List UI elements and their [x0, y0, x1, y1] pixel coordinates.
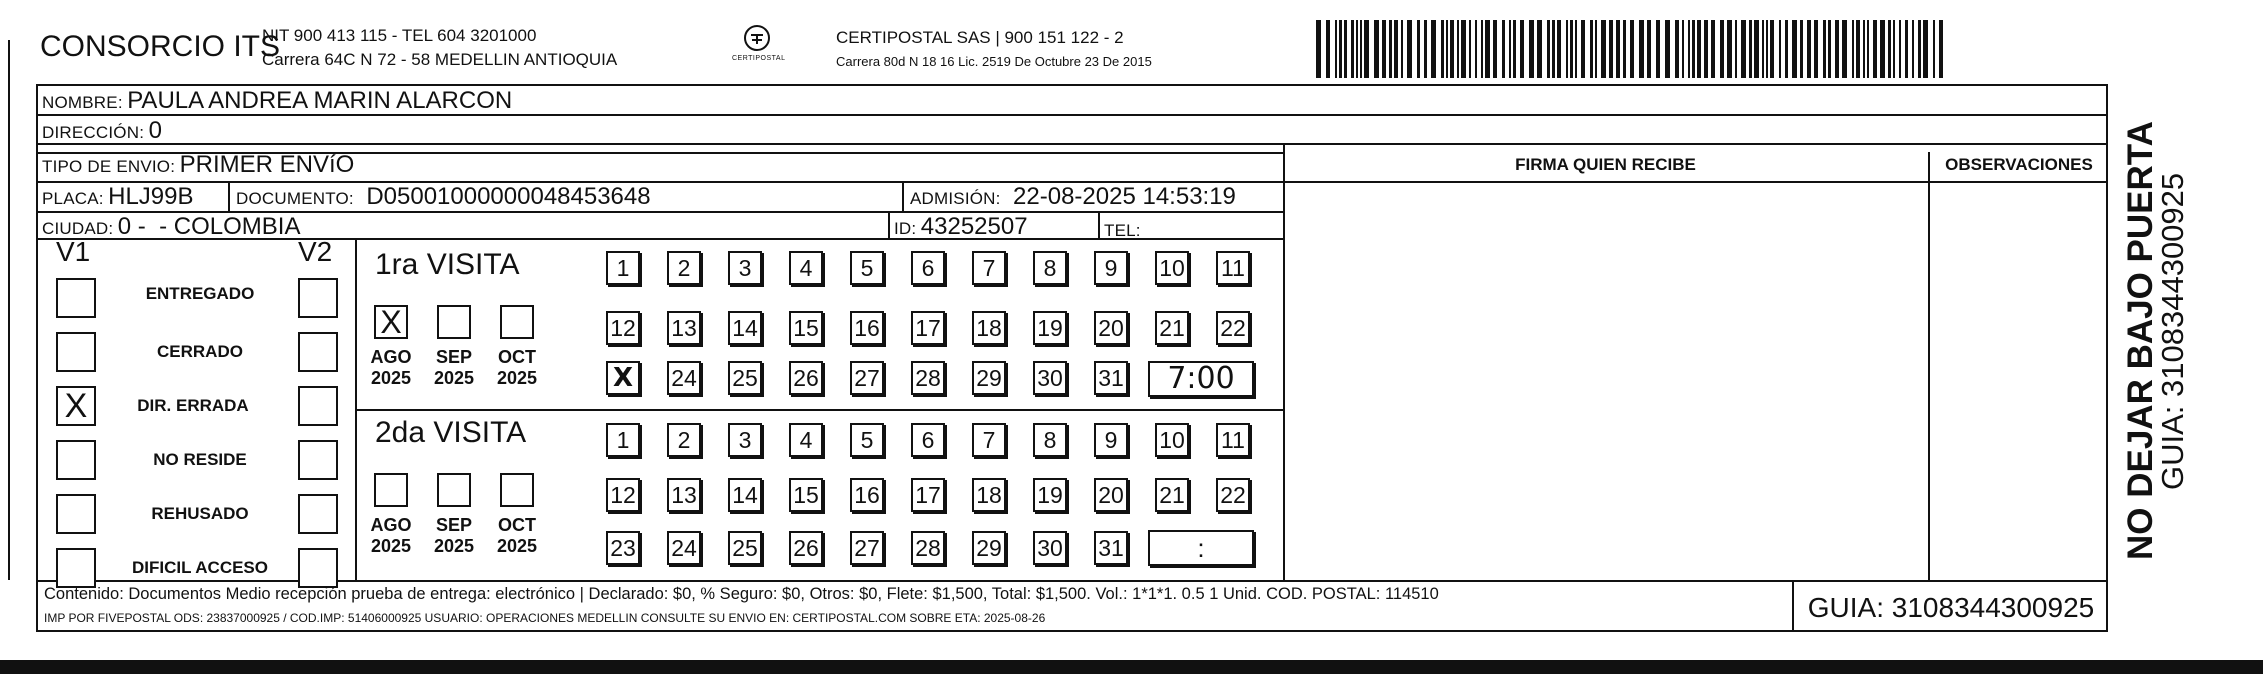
- first-visit-day[interactable]: 3: [728, 251, 762, 285]
- barcode-bar: [1389, 20, 1392, 78]
- month-year: 2025: [370, 368, 412, 388]
- barcode-bar: [1481, 20, 1483, 78]
- first-visit-day[interactable]: 5: [850, 251, 884, 285]
- month-name: OCT: [498, 347, 536, 367]
- col-line: [888, 211, 890, 238]
- edge-mark: [8, 40, 10, 580]
- barcode-bar: [1616, 20, 1620, 78]
- nombre-label: NOMBRE:: [42, 93, 123, 112]
- barcode-bar: [1424, 20, 1427, 78]
- barcode-bar: [1639, 20, 1644, 78]
- barcode-bar: [1704, 20, 1708, 78]
- first-visit-day[interactable]: 11: [1216, 251, 1250, 285]
- second-visit-day[interactable]: 24: [667, 531, 701, 565]
- month-checkbox[interactable]: [500, 473, 534, 507]
- barcode-bar: [1601, 20, 1606, 78]
- first-visit-day[interactable]: 8: [1033, 251, 1067, 285]
- second-visit-day[interactable]: 14: [728, 478, 762, 512]
- v2-checkbox[interactable]: [298, 386, 338, 426]
- second-visit-day[interactable]: 17: [911, 478, 945, 512]
- second-visit-day[interactable]: 27: [850, 531, 884, 565]
- barcode-bar: [1727, 20, 1732, 78]
- nombre-row: [42, 87, 512, 115]
- barcode-bar: [1665, 20, 1670, 78]
- barcode-bar: [1923, 20, 1928, 78]
- second-visit-day[interactable]: 30: [1033, 531, 1067, 565]
- v2-checkbox[interactable]: [298, 440, 338, 480]
- barcode-bar: [1867, 20, 1869, 78]
- first-visit-day[interactable]: 28: [911, 361, 945, 395]
- first-visit-day[interactable]: 15: [789, 311, 823, 345]
- second-visit-day[interactable]: 8: [1033, 423, 1067, 457]
- barcode-bar: [1441, 20, 1444, 78]
- month-year: 2025: [496, 536, 538, 556]
- barcode-bar: [1374, 20, 1379, 78]
- barcode-bar: [1899, 20, 1901, 78]
- second-visit-day[interactable]: 19: [1033, 478, 1067, 512]
- first-visit-day[interactable]: 13: [667, 311, 701, 345]
- barcode-bar: [1785, 20, 1788, 78]
- carrier-address: Carrera 80d N 18 16 Lic. 2519 De Octubre 23 De 2015: [836, 54, 1152, 69]
- first-visit-day[interactable]: 19: [1033, 311, 1067, 345]
- second-visit-day[interactable]: 9: [1094, 423, 1128, 457]
- first-visit-day[interactable]: 25: [728, 361, 762, 395]
- side-guia: GUIA: 3108344300925: [2155, 172, 2190, 490]
- second-visit-day[interactable]: 12: [606, 478, 640, 512]
- company-nit: NIT 900 413 115 - TEL 604 3201000: [262, 26, 537, 45]
- second-visit-time[interactable]: [1148, 530, 1254, 566]
- barcode-bar: [1382, 20, 1386, 78]
- barcode-bar: [1595, 20, 1597, 78]
- first-visit-day[interactable]: 17: [911, 311, 945, 345]
- barcode-bar: [1697, 20, 1701, 78]
- second-visit-day[interactable]: 11: [1216, 423, 1250, 457]
- second-visit-day[interactable]: 3: [728, 423, 762, 457]
- barcode-bar: [1800, 20, 1803, 78]
- barcode-bar: [1630, 20, 1634, 78]
- barcode-bar: [1417, 20, 1420, 78]
- first-visit-day[interactable]: 30: [1033, 361, 1067, 395]
- tel-label: TEL:: [1104, 221, 1141, 240]
- barcode-bar: [1485, 20, 1490, 78]
- barcode-bar: [1807, 20, 1811, 78]
- barcode-bar: [1749, 20, 1752, 78]
- barcode-bar: [1623, 20, 1626, 78]
- status-option-label: ENTREGADO: [145, 284, 255, 303]
- second-visit-day[interactable]: 15: [789, 478, 823, 512]
- barcode-bar: [1590, 20, 1593, 78]
- col-line: [902, 181, 904, 211]
- barcode-bar: [1842, 20, 1847, 78]
- second-visit-day[interactable]: 20: [1094, 478, 1128, 512]
- barcode-bar: [1344, 20, 1347, 78]
- barcode-bar: [1364, 20, 1369, 78]
- second-visit-day[interactable]: 1: [606, 423, 640, 457]
- barcode-bar: [1609, 20, 1613, 78]
- barcode-bar: [1401, 20, 1403, 78]
- barcode-bar: [1326, 20, 1330, 78]
- second-visit-title: 2da VISITA: [375, 416, 527, 449]
- placa-value: HLJ99B: [108, 183, 194, 210]
- admision-label: ADMISIÓN:: [910, 189, 1001, 208]
- month-year: 2025: [496, 368, 538, 388]
- second-visit-day[interactable]: 2: [667, 423, 701, 457]
- first-visit-day[interactable]: 27: [850, 361, 884, 395]
- barcode-bar: [1450, 20, 1454, 78]
- first-visit-day[interactable]: 26: [789, 361, 823, 395]
- barcode-bar: [1431, 20, 1436, 78]
- barcode-bar: [1856, 20, 1860, 78]
- second-visit-day[interactable]: 10: [1155, 423, 1189, 457]
- second-visit-time-value: :: [1197, 533, 1205, 563]
- first-visit-day[interactable]: 16: [850, 311, 884, 345]
- id-value: 43252507: [920, 213, 1028, 240]
- barcode-bar: [1893, 20, 1895, 78]
- first-visit-day[interactable]: 21: [1155, 311, 1189, 345]
- barcode-bar: [1888, 20, 1891, 78]
- second-visit-day[interactable]: 16: [850, 478, 884, 512]
- month-year: 2025: [370, 536, 412, 556]
- first-visit-day[interactable]: 1: [606, 251, 640, 285]
- barcode-bar: [1918, 20, 1921, 78]
- second-visit-day[interactable]: 21: [1155, 478, 1189, 512]
- barcode-bar: [1394, 20, 1398, 78]
- tel-row: [1104, 215, 1141, 243]
- v2-checkbox[interactable]: [298, 332, 338, 372]
- first-visit-day[interactable]: 31: [1094, 361, 1128, 395]
- direccion-value: 0: [148, 117, 162, 144]
- barcode-bar: [1939, 20, 1943, 78]
- barcode-bar: [1823, 20, 1826, 78]
- barcode-bar: [1552, 20, 1555, 78]
- v1-checkbox[interactable]: [56, 494, 96, 534]
- barcode-bar: [1711, 20, 1715, 78]
- status-option-label: NO RESIDE: [153, 450, 247, 469]
- second-visit-day[interactable]: 6: [911, 423, 945, 457]
- barcode: [1316, 20, 1952, 78]
- first-visit-day[interactable]: 22: [1216, 311, 1250, 345]
- second-visit-day[interactable]: 28: [911, 531, 945, 565]
- status-option-label: DIR. ERRADA: [137, 396, 249, 415]
- v2-checkbox[interactable]: [298, 548, 338, 588]
- barcode-bar: [1762, 20, 1764, 78]
- second-visit-day[interactable]: 29: [972, 531, 1006, 565]
- barcode-bar: [1779, 20, 1781, 78]
- firma-area[interactable]: [1285, 183, 1926, 579]
- month-checkbox[interactable]: [374, 473, 408, 507]
- first-visit-day[interactable]: 2: [667, 251, 701, 285]
- footer-imp: IMP POR FIVEPOSTAL ODS: 23837000925 / COD.IMP: 51406000925 USUARIO: OPERACIONES MEDELLIN CONSULTE SU ENVIO EN: CERTIPOSTAL.COM SOBRE ETA: 2025-08-26: [44, 611, 1046, 625]
- barcode-bar: [1880, 20, 1885, 78]
- barcode-bar: [1316, 20, 1321, 78]
- barcode-bar: [1933, 20, 1935, 78]
- barcode-bar: [1873, 20, 1877, 78]
- v1-checkbox[interactable]: X: [56, 386, 96, 426]
- row-line: [36, 143, 2108, 145]
- month-checkbox[interactable]: [500, 305, 534, 339]
- barcode-bar: [1570, 20, 1573, 78]
- month-checkbox[interactable]: [437, 305, 471, 339]
- second-visit-day[interactable]: 13: [667, 478, 701, 512]
- nombre-value: PAULA ANDREA MARIN ALARCON: [127, 87, 513, 114]
- barcode-bar: [1493, 20, 1497, 78]
- v2-checkbox[interactable]: [298, 278, 338, 318]
- second-visit-day[interactable]: 4: [789, 423, 823, 457]
- barcode-bar: [1656, 20, 1660, 78]
- placa-row: [42, 183, 194, 211]
- barcode-bar: [1735, 20, 1737, 78]
- row-line: [355, 409, 1283, 411]
- first-visit-day[interactable]: X: [606, 361, 640, 395]
- barcode-bar: [1529, 20, 1534, 78]
- barcode-bar: [1675, 20, 1679, 78]
- barcode-bar: [1852, 20, 1854, 78]
- barcode-bar: [1682, 20, 1684, 78]
- barcode-bar: [1351, 20, 1354, 78]
- second-visit-day[interactable]: 5: [850, 423, 884, 457]
- admision-row: [910, 183, 1236, 211]
- barcode-bar: [1814, 20, 1818, 78]
- barcode-bar: [1688, 20, 1690, 78]
- barcode-bar: [1912, 20, 1914, 78]
- barcode-bar: [1469, 20, 1471, 78]
- first-visit-day[interactable]: 24: [667, 361, 701, 395]
- v2-label: V2: [298, 236, 333, 267]
- month-name: SEP: [435, 347, 473, 367]
- tipo-envio-label: TIPO DE ENVIO:: [42, 157, 176, 176]
- tipo-envio-row: [42, 151, 354, 179]
- barcode-bar: [1741, 20, 1746, 78]
- barcode-bar: [1502, 20, 1505, 78]
- first-visit-day[interactable]: 7: [972, 251, 1006, 285]
- bottom-border: [0, 660, 2263, 674]
- month-name: SEP: [435, 515, 473, 535]
- carrier-logo: [732, 24, 786, 76]
- first-visit-title: 1ra VISITA: [375, 248, 520, 281]
- barcode-bar: [1835, 20, 1839, 78]
- barcode-bar: [1537, 20, 1542, 78]
- barcode-bar: [1475, 20, 1477, 78]
- direccion-label: DIRECCIÓN:: [42, 123, 145, 142]
- ciudad-value: 0 - - COLOMBIA: [117, 213, 301, 240]
- barcode-bar: [1863, 20, 1865, 78]
- admision-value: 22-08-2025 14:53:19: [1013, 183, 1236, 210]
- barcode-bar: [1461, 20, 1466, 78]
- documento-label: DOCUMENTO:: [236, 189, 354, 208]
- status-option-label: REHUSADO: [151, 504, 249, 523]
- v1-checkbox[interactable]: [56, 332, 96, 372]
- col-line: [355, 238, 357, 580]
- tipo-envio-value: PRIMER ENVíO: [179, 151, 355, 178]
- v1-checkbox[interactable]: [56, 278, 96, 318]
- barcode-bar: [1828, 20, 1831, 78]
- footer-guia: GUIA: 3108344300925: [1807, 592, 2095, 623]
- second-visit-day[interactable]: 26: [789, 531, 823, 565]
- status-option-label: DIFICIL ACCESO: [131, 558, 268, 577]
- barcode-bar: [1905, 20, 1908, 78]
- v1-label: V1: [56, 236, 91, 267]
- barcode-bar: [1792, 20, 1797, 78]
- month-checkbox[interactable]: [437, 473, 471, 507]
- v1-checkbox[interactable]: [56, 548, 96, 588]
- ciudad-label: CIUDAD:: [42, 219, 114, 238]
- second-visit-day[interactable]: 25: [728, 531, 762, 565]
- documento-row: [236, 183, 651, 211]
- v1-checkbox[interactable]: [56, 440, 96, 480]
- first-visit-day[interactable]: 12: [606, 311, 640, 345]
- firma-label: FIRMA QUIEN RECIBE: [1515, 155, 1696, 174]
- certipostal-logo-icon: [743, 24, 771, 52]
- col-line: [228, 181, 230, 211]
- first-visit-day[interactable]: 14: [728, 311, 762, 345]
- barcode-bar: [1547, 20, 1550, 78]
- month-year: 2025: [433, 536, 475, 556]
- first-visit-day[interactable]: 9: [1094, 251, 1128, 285]
- v2-checkbox[interactable]: [298, 494, 338, 534]
- barcode-bar: [1692, 20, 1695, 78]
- barcode-bar: [1581, 20, 1585, 78]
- side-warning: NO DEJAR BAJO PUERTA: [2121, 121, 2160, 560]
- barcode-bar: [1457, 20, 1459, 78]
- barcode-bar: [1513, 20, 1516, 78]
- barcode-bar: [1509, 20, 1511, 78]
- second-visit-day[interactable]: 23: [606, 531, 640, 565]
- month-checkbox[interactable]: X: [374, 305, 408, 339]
- id-label: ID:: [894, 219, 917, 238]
- month-name: AGO: [370, 515, 412, 535]
- placa-label: PLACA:: [42, 189, 104, 208]
- barcode-bar: [1339, 20, 1342, 78]
- carrier-name: CERTIPOSTAL SAS | 900 151 122 - 2: [836, 28, 1124, 47]
- barcode-bar: [1575, 20, 1577, 78]
- barcode-bar: [1770, 20, 1774, 78]
- first-visit-day[interactable]: 4: [789, 251, 823, 285]
- barcode-bar: [1446, 20, 1448, 78]
- barcode-bar: [1720, 20, 1724, 78]
- carrier-logo-text: CERTIPOSTAL: [732, 55, 786, 62]
- barcode-bar: [1360, 20, 1362, 78]
- second-visit-day[interactable]: 31: [1094, 531, 1128, 565]
- month-name: AGO: [370, 347, 412, 367]
- first-visit-time-value: 7:00: [1167, 361, 1235, 396]
- first-visit-day[interactable]: 29: [972, 361, 1006, 395]
- barcode-bar: [1356, 20, 1358, 78]
- barcode-bar: [1520, 20, 1524, 78]
- company-address: Carrera 64C N 72 - 58 MEDELLIN ANTIOQUIA: [262, 50, 618, 69]
- barcode-bar: [1647, 20, 1651, 78]
- first-visit-day[interactable]: 18: [972, 311, 1006, 345]
- documento-value: D05001000000048453648: [366, 183, 651, 210]
- barcode-bar: [1754, 20, 1759, 78]
- first-visit-day[interactable]: 10: [1155, 251, 1189, 285]
- direccion-row: [42, 117, 162, 145]
- second-visit-day[interactable]: 7: [972, 423, 1006, 457]
- barcode-bar: [1407, 20, 1412, 78]
- second-visit-day[interactable]: 18: [972, 478, 1006, 512]
- barcode-bar: [1766, 20, 1768, 78]
- observaciones-area[interactable]: [1930, 183, 2106, 579]
- first-visit-time[interactable]: [1148, 361, 1254, 397]
- barcode-bar: [1566, 20, 1568, 78]
- second-visit-day[interactable]: 22: [1216, 478, 1250, 512]
- first-visit-day[interactable]: 6: [911, 251, 945, 285]
- company-name: CONSORCIO ITS: [40, 30, 281, 63]
- month-name: OCT: [498, 515, 536, 535]
- col-line: [1098, 211, 1100, 238]
- first-visit-day[interactable]: 20: [1094, 311, 1128, 345]
- observaciones-label: OBSERVACIONES: [1945, 155, 2093, 174]
- row-line: [36, 580, 2108, 582]
- footer-contenido: Contenido: Documentos Medio recepción prueba de entrega: electrónico | Declarado: $0, % Seguro: $0, Otros: $0, Flete: $1,500, Total: $1,500. Vol.: 1*1*1. 0.5 1 Unid. COD. POSTAL: 114510: [44, 585, 1439, 603]
- barcode-bar: [1557, 20, 1561, 78]
- id-row: [894, 213, 1028, 241]
- month-year: 2025: [433, 368, 475, 388]
- status-option-label: CERRADO: [157, 342, 243, 361]
- barcode-bar: [1335, 20, 1337, 78]
